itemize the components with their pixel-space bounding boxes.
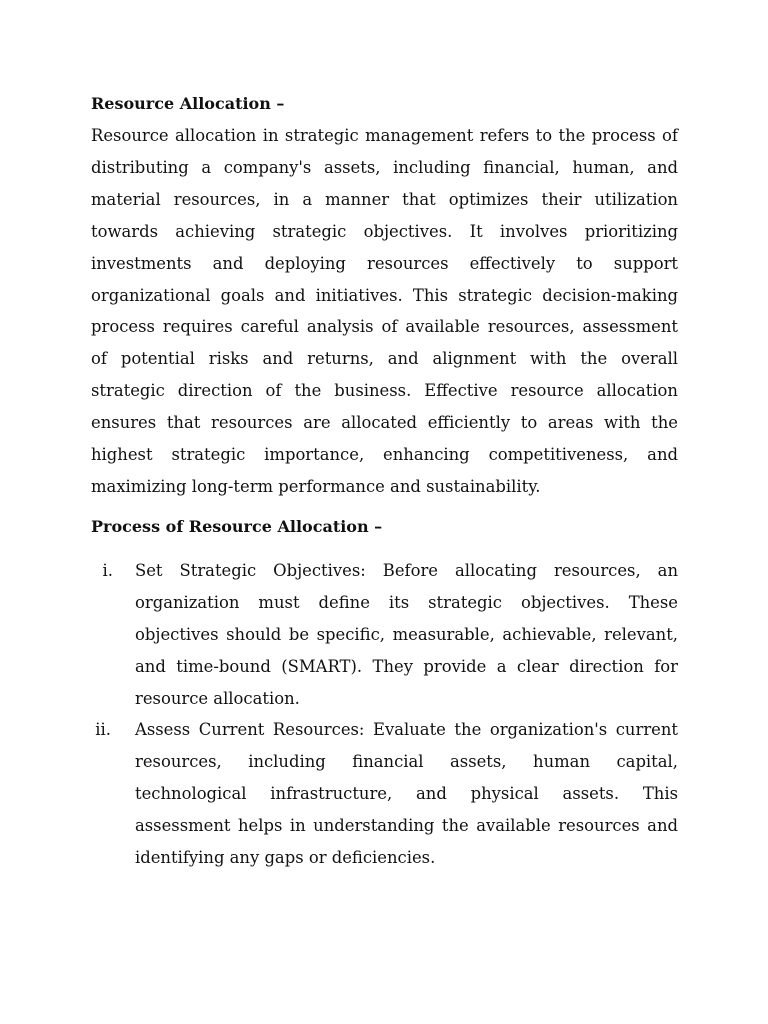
process-steps-list	[91, 555, 678, 874]
list-marker: i.	[102, 560, 113, 580]
list-item	[91, 555, 678, 715]
list-item-text: Assess Current Resources: Evaluate the organization's current resources, including financial assets, human capital, technological infrastructure, and physical assets. This assessment helps in understanding the available resources and identifying any gaps or deficiencies.	[135, 720, 678, 868]
section-heading-resource-allocation: Resource Allocation –	[91, 94, 285, 113]
list-marker: ii.	[95, 720, 111, 740]
document-page	[91, 88, 678, 874]
list-item	[91, 714, 678, 874]
section-heading-process: Process of Resource Allocation –	[91, 516, 383, 536]
resource-allocation-paragraph: Resource allocation in strategic management refers to the process of distributing a company's assets, including financial, human, and material resources, in a manner that optimizes their utilization towards achieving strategic objectives. It involves prioritizing investments and deploying resources effectively to support organizational goals and initiatives. This strategic decision-making process requires careful analysis of available resources, assessment of potential risks and returns, and alignment with the overall strategic direction of the business. Effective resource allocation ensures that resources are allocated efficiently to areas with the highest strategic importance, enhancing competitiveness, and maximizing long-term performance and sustainability.	[91, 126, 678, 496]
list-item-text: Set Strategic Objectives: Before allocating resources, an organization must define its strategic objectives. These objectives should be specific, measurable, achievable, relevant, and time-bound (SMART). They provide a clear direction for resource allocation.	[135, 560, 678, 708]
